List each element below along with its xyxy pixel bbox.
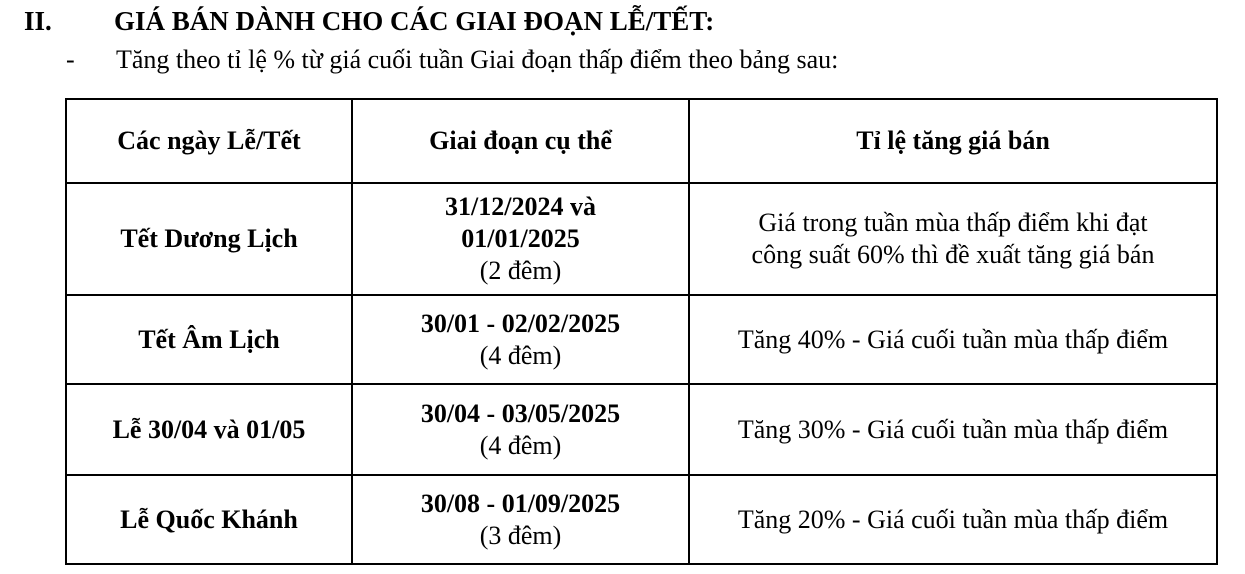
period-date: 30/01 - 02/02/2025 bbox=[420, 308, 621, 338]
rate-text: Giá trong tuần mùa thấp điểm khi đạt bbox=[758, 208, 1148, 237]
table-row bbox=[66, 475, 1217, 564]
period-cell bbox=[352, 475, 689, 564]
rate-cell bbox=[689, 475, 1217, 564]
bullet-text: Tăng theo tỉ lệ % từ giá cuối tuần Giai đoạn thấp điểm theo bảng sau: bbox=[116, 45, 839, 74]
bullet-marker: - bbox=[66, 45, 75, 74]
table-row bbox=[66, 183, 1217, 295]
rate-cell bbox=[689, 183, 1217, 295]
section-heading bbox=[24, 5, 714, 37]
holiday-cell: Lễ 30/04 và 01/05 bbox=[66, 384, 352, 475]
header-rate: Tỉ lệ tăng giá bán bbox=[689, 99, 1217, 183]
period-nights: (3 đêm) bbox=[479, 520, 562, 550]
section-title: GIÁ BÁN DÀNH CHO CÁC GIAI ĐOẠN LỄ/TẾT: bbox=[114, 6, 715, 36]
period-date: 30/08 - 01/09/2025 bbox=[420, 488, 621, 518]
header-period: Giai đoạn cụ thể bbox=[352, 99, 689, 183]
rate-cell bbox=[689, 295, 1217, 384]
period-nights: (4 đêm) bbox=[479, 430, 562, 460]
section-number: II. bbox=[24, 6, 52, 36]
header-holiday: Các ngày Lễ/Tết bbox=[66, 99, 352, 183]
holiday-price-table bbox=[65, 98, 1218, 565]
holiday-cell: Tết Âm Lịch bbox=[66, 295, 352, 384]
rate-text: Tăng 40% - Giá cuối tuần mùa thấp điểm bbox=[737, 324, 1169, 354]
holiday-cell: Lễ Quốc Khánh bbox=[66, 475, 352, 564]
table-row bbox=[66, 295, 1217, 384]
period-cell bbox=[352, 295, 689, 384]
period-date: 01/01/2025 bbox=[461, 224, 580, 253]
period-cell bbox=[352, 384, 689, 475]
period-nights: (2 đêm) bbox=[479, 256, 562, 285]
rate-cell bbox=[689, 384, 1217, 475]
table-row bbox=[66, 384, 1217, 475]
intro-bullet bbox=[66, 44, 838, 76]
table-header-row bbox=[66, 99, 1217, 183]
holiday-cell: Tết Dương Lịch bbox=[66, 183, 352, 295]
period-date: 31/12/2024 và bbox=[445, 192, 596, 221]
period-nights: (4 đêm) bbox=[479, 340, 562, 370]
period-date: 30/04 - 03/05/2025 bbox=[420, 398, 621, 428]
rate-text: Tăng 30% - Giá cuối tuần mùa thấp điểm bbox=[737, 414, 1169, 444]
period-cell bbox=[352, 183, 689, 295]
rate-text: Tăng 20% - Giá cuối tuần mùa thấp điểm bbox=[737, 504, 1169, 534]
rate-text: công suất 60% thì đề xuất tăng giá bán bbox=[751, 240, 1155, 269]
